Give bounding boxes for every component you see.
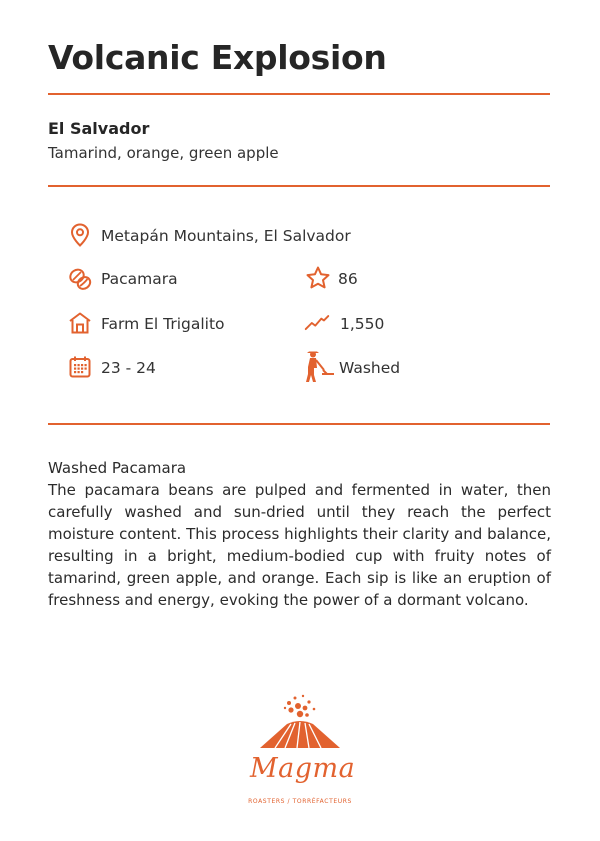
farm-house-icon	[67, 310, 93, 336]
harvest-text: 23 - 24	[101, 359, 156, 377]
divider-middle	[48, 185, 550, 187]
location-text: Metapán Mountains, El Salvador	[101, 227, 351, 245]
brand-name: Magma	[250, 753, 356, 784]
divider-top	[48, 93, 550, 95]
origin-country: El Salvador	[48, 119, 150, 138]
variety-text: Pacamara	[101, 270, 178, 288]
altitude-trend-icon	[304, 310, 330, 336]
page-title: Volcanic Explosion	[48, 38, 387, 77]
process-text: Washed	[339, 359, 401, 377]
description-block	[48, 457, 551, 611]
farm-text: Farm El Trigalito	[101, 315, 225, 333]
score-text: 86	[338, 270, 358, 288]
altitude-text: 1,550	[340, 315, 385, 333]
brand-tagline: ROASTERS / TORRÉFACTEURS	[248, 798, 352, 805]
coffee-bean-icon	[67, 266, 93, 292]
calendar-icon	[67, 354, 93, 380]
farmer-washing-icon	[302, 348, 336, 384]
star-icon	[305, 265, 331, 291]
map-pin-icon	[67, 222, 93, 248]
description-body: The pacamara beans are pulped and fermented in water, then carefully washed and sun-dried until they reach the perfect moisture content. This process highlights their clarity and balance, resulting in a bright, medium-bodied cup with fruity notes of tamarind, green apple, and orange. Each sip is like an eruption of freshness and energy, evoking the power of a dormant volcano.	[48, 481, 551, 609]
description-title: Washed Pacamara	[48, 459, 187, 477]
tasting-notes: Tamarind, orange, green apple	[48, 144, 279, 162]
divider-bottom	[48, 423, 550, 425]
